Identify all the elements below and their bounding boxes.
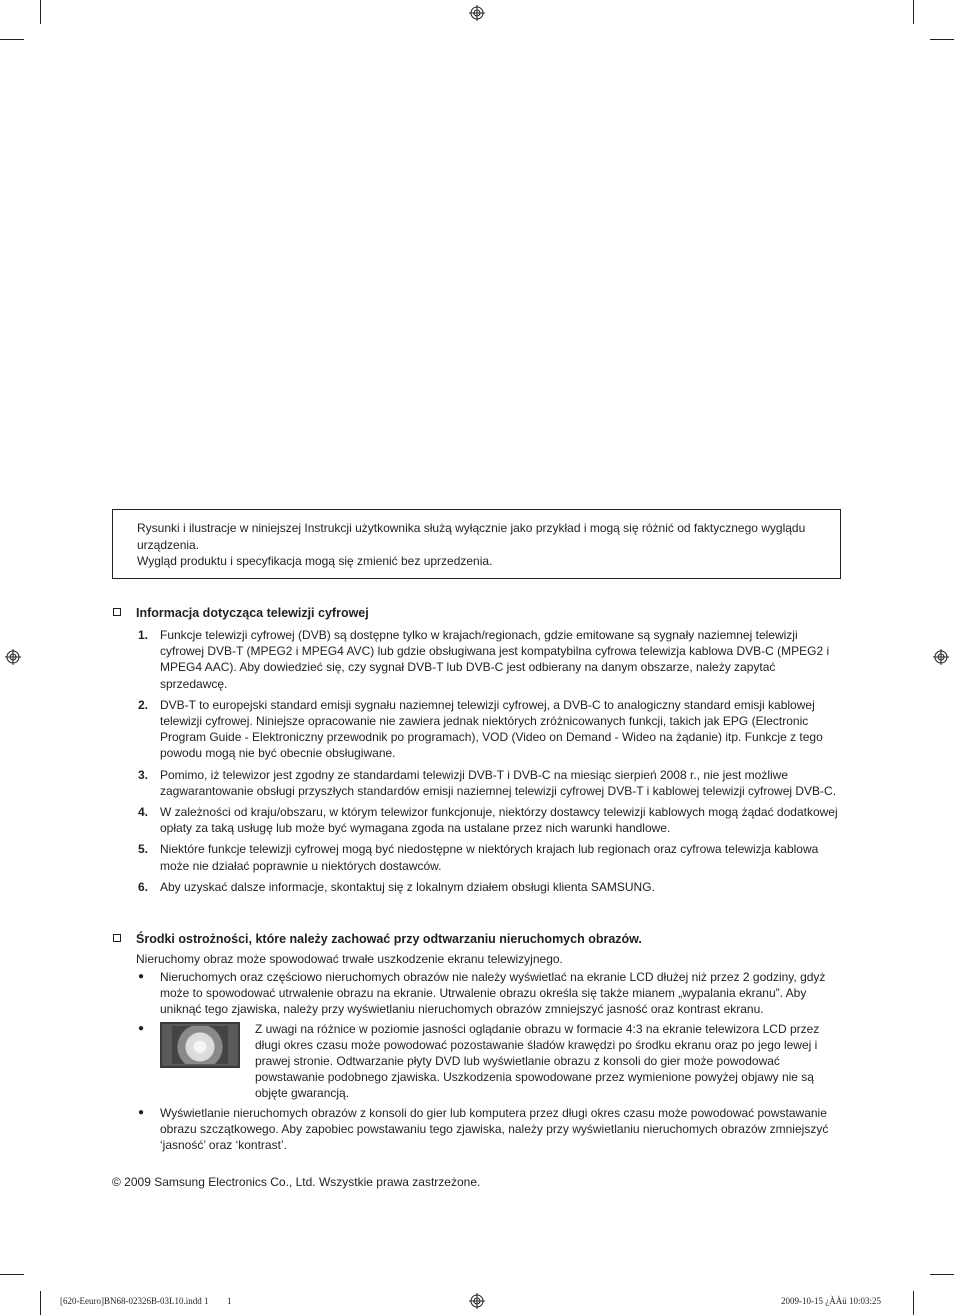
digital-tv-section — [112, 605, 842, 900]
crop-mark — [913, 0, 914, 24]
item-text: Niektóre funkcje telewizji cyfrowej mogą być niedostępne w niektórych krajach lub regionach oraz cyfrowa telewizja kablowa może nie działać poprawnie u niektórych dostawców. — [160, 842, 819, 873]
checkbox-square-icon — [113, 934, 121, 942]
item-text: Funkcje telewizji cyfrowej (DVB) są dostępne tylko w krajach/regionach, gdzie emitowane są sygnały naziemnej telewizji cyfrowej DVB-T (MPEG2 i MPEG4 AVC) lub gdzie obsługiwana jest kompatybilna cyfrowa telewizja kablowa DVB-C (MPEG2 i MPEG4 AAC). Aby dowiedzieć się, czy sygnał DVB-T lub DVB-C jest odbierany na danym obszarze, należy zapytać sprzedawcę. — [160, 628, 830, 691]
notice-box — [112, 509, 841, 579]
item-text: Aby uzyskać dalsze informacje, skontaktuj się z lokalnym działem obsługi klienta SAMSUNG. — [160, 879, 655, 894]
bullet-icon: ● — [138, 1106, 145, 1118]
crop-mark — [930, 1274, 954, 1275]
registration-mark-icon — [469, 5, 485, 21]
precautions-section — [112, 931, 842, 1156]
notice-line: Wygląd produktu i specyfikacja mogą się zmienić bez uprzedzenia. — [137, 554, 493, 568]
copyright-notice: © 2009 Samsung Electronics Co., Ltd. Wszystkie prawa zastrzeżone. — [112, 1175, 481, 1189]
item-number: 2. — [138, 697, 149, 712]
list-item — [112, 1105, 842, 1154]
item-text: Z uwagi na różnice w poziomie jasności oglądanie obrazu w formacie 4:3 na ekranie telewizora LCD przez długi okres czasu może powodować pozostawanie śladów krawędzi po środku ekranu oraz po jego lewej i prawej stronie. Odtwarzanie płyty DVD lub wyświetlanie obrazu z konsoli do gier może powodować powstawanie podobnego zjawiska. Uszkodzenia spowodowane przez wymienione powyżej objawy nie są objęte gwarancją. — [255, 1021, 820, 1101]
checkbox-square-icon — [113, 608, 121, 616]
item-text: Pomimo, iż telewizor jest zgodny ze standardami telewizji DVB-T i DVB-C na miesiąc sierpień 2008 r., nie jest możliwe zagwarantowanie obsługi przyszłych standardów emisji naziemnej telewizji cyfrowej DVB-T i kablowej telewizji cyfrowej DVB-C. — [160, 767, 837, 798]
bullet-list — [112, 969, 842, 1153]
registration-mark-icon — [933, 649, 949, 665]
notice-line: Rysunki i ilustracje w niniejszej Instrukcji użytkownika służą wyłącznie jako przykład i mogą się różnić od faktycznego wyglądu urządzenia. — [137, 521, 806, 552]
crop-mark — [913, 1291, 914, 1315]
item-text: W zależności od kraju/obszaru, w którym telewizor funkcjonuje, niektórzy dostawcy telewizji kablowych mogą żądać dodatkowej opłaty za taką usługę lub może być wymagana zgoda na ustalane przez nich warunki handlowe. — [160, 805, 838, 836]
item-text: Wyświetlanie nieruchomych obrazów z konsoli do gier lub komputera przez długi okres czasu może powodować powstawanie obrazu szczątkowego. Aby zapobiec powstawaniu tego zjawiska, należy przy wyświetlaniu nieruchomych obrazów zmniejszyć ‘jasność’ oraz ‘kontrast’. — [160, 1105, 829, 1153]
numbered-list — [112, 627, 842, 895]
section-heading — [112, 605, 842, 621]
list-item — [112, 627, 842, 692]
section-intro: Nieruchomy obraz może spowodować trwałe uszkodzenie ekranu telewizyjnego. — [136, 952, 563, 966]
tv-screen-image — [160, 1022, 240, 1068]
list-item — [112, 969, 842, 1018]
crop-mark — [0, 1274, 24, 1275]
flower-image — [172, 1026, 228, 1064]
footer-file-name: [620-Eeuro]BN68-02326B-03L10.indd 1 — [60, 1296, 209, 1306]
item-number: 6. — [138, 879, 149, 894]
registration-mark-icon — [469, 1293, 485, 1309]
list-item — [112, 804, 842, 836]
item-number: 5. — [138, 842, 149, 857]
list-item — [112, 879, 842, 895]
footer-timestamp: 2009-10-15 ¿ÀÀü 10:03:25 — [781, 1296, 881, 1306]
item-number: 1. — [138, 628, 149, 642]
footer-page-number: 1 — [227, 1296, 232, 1306]
section-heading-text: Środki ostrożności, które należy zachować przy odtwarzaniu nieruchomych obrazów. — [136, 932, 642, 946]
item-number: 3. — [138, 767, 149, 782]
crop-mark — [40, 1291, 41, 1315]
item-number: 4. — [138, 805, 149, 820]
item-text: Nieruchomych oraz częściowo nieruchomych obrazów nie należy wyświetlać na ekranie LCD dłużej niż przez 2 godziny, gdyż może to spowodować utrwalenie obrazu na ekranie. Utrwalenie obrazu określa się także mianem „wypalania ekranu”. Aby uniknąć tego zjawiska, należy przy wyświetlaniu nieruchomych obrazów zmniejszyć jasność oraz kontrast ekranu. — [160, 970, 826, 1017]
crop-mark — [40, 0, 41, 24]
list-item — [112, 1021, 842, 1102]
list-item — [112, 767, 842, 799]
bullet-icon: ● — [138, 971, 145, 982]
crop-mark — [930, 39, 954, 40]
section-heading-text: Informacja dotycząca telewizji cyfrowej — [136, 606, 369, 620]
crop-mark — [0, 39, 24, 40]
list-item — [112, 697, 842, 762]
section-heading — [112, 931, 842, 947]
item-text: DVB-T to europejski standard emisji sygnału naziemnej telewizji cyfrowej, a DVB-C to analogiczny standard emisji kablowej telewizji cyfrowej. Niniejsze opracowanie nie zawiera jednak niektórych zróżnicowanych funkcji, takich jak EPG (Electronic Program Guide - Elektroniczny przewodnik po programach), VOD (Video on Demand - Wideo na żądanie) itp. Funkcje z tego powodu mogą nie być obecnie obsługiwane. — [160, 697, 823, 761]
bullet-icon: ● — [138, 1022, 145, 1034]
registration-mark-icon — [5, 649, 21, 665]
list-item — [112, 841, 842, 873]
